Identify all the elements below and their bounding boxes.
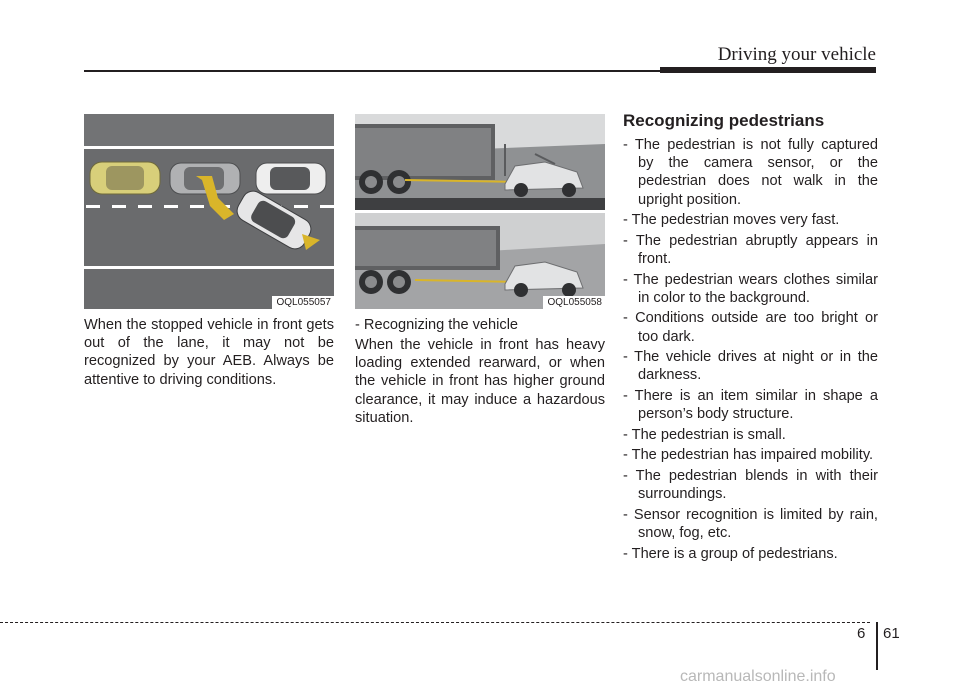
list-item: - The pedestrian blends in with their surroundings. [623, 467, 878, 503]
chapter-number: 6 [857, 625, 866, 642]
heavy-load-illustration [355, 114, 605, 309]
list-item: - There is an item similar in shape a person’s body structure. [623, 387, 878, 423]
watermark: carmanualsonline.info [680, 668, 836, 685]
lead-car-icon [256, 163, 326, 194]
middle-item: - Recognizing the vehicle [355, 317, 519, 333]
truck-scene-image [355, 114, 605, 309]
list-item: - The pedestrian abruptly appears in front. [623, 232, 878, 267]
section-heading: Recognizing pedestrians [623, 111, 825, 130]
middle-paragraph: When the vehicle in front has heavy loading extended rearward, or when the vehicle in front has higher ground clearance, it may induce a hazardous situation. [355, 337, 605, 426]
footer-rule [0, 622, 870, 623]
figure-code: OQL055058 [543, 296, 606, 309]
ego-car-icon [90, 162, 160, 194]
running-header: Driving your vehicle [717, 44, 876, 65]
list-item: - There is a group of pedestrians. [623, 545, 838, 562]
road-scene-image [84, 114, 334, 309]
list-item: - The pedestrian is small. [623, 426, 786, 443]
page-number: 61 [883, 625, 900, 642]
list-item: - The vehicle drives at night or in the darkness. [623, 349, 878, 384]
header-rule-accent [660, 67, 876, 73]
list-item: - Sensor recognition is limited by rain, snow, fog, etc. [623, 506, 878, 541]
list-item: - The pedestrian is not fully captured by the camera sensor, or the pedestrian does not walk in the upright position. [623, 137, 878, 208]
lane-change-illustration [84, 114, 334, 309]
footer-divider [876, 622, 878, 670]
pedestrian-conditions-list [623, 136, 878, 565]
list-item: - Conditions outside are too bright or too dark. [623, 310, 878, 345]
list-item: - The pedestrian has impaired mobility. [623, 447, 874, 464]
figure-code: OQL055057 [272, 296, 335, 309]
list-item: - The pedestrian moves very fast. [623, 212, 840, 229]
list-item: - The pedestrian wears clothes similar in color to the background. [623, 271, 878, 306]
left-paragraph: When the stopped vehicle in front gets out of the lane, it may not be recognized by your AEB. Always be attentive to driving conditions. [84, 317, 334, 388]
